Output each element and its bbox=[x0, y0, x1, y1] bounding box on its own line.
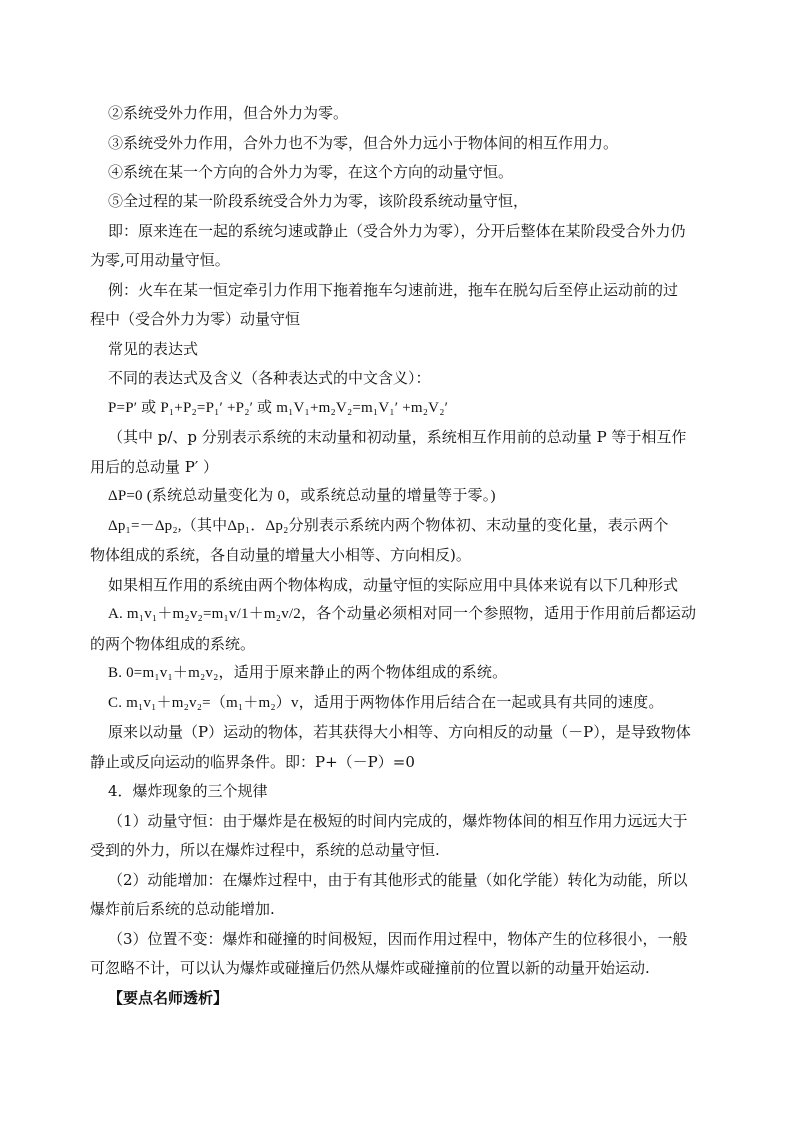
formula-line: P=P′ 或 P₁+P₂=P₁′ +P₂′ 或 m₁V₁+m₂V₂=m₁V₁′ +m₂V₂′ bbox=[108, 400, 449, 416]
text-line: 例：火车在某一恒定牵引力作用下拖着拖车匀速前进，拖车在脱勾后至停止运动前的过 bbox=[108, 281, 679, 299]
text-line: ②系统受外力作用，但合外力为零。 bbox=[108, 104, 349, 122]
text-line: 可忽略不计，可以认为爆炸或碰撞后仍然从爆炸或碰撞前的位置以新的动量开始运动. bbox=[90, 959, 650, 977]
text-line: 爆炸前后系统的总动能增加. bbox=[90, 900, 275, 918]
text-line: 不同的表达式及含义（各种表达式的中文含义）： bbox=[108, 369, 431, 387]
formula-line: A. m₁v₁＋m₂v₂=m₁v/1＋m₂v/2，各个动量必须相对同一个参照物，适用于作用前后都运动 bbox=[108, 606, 697, 622]
text-line: 的两个物体组成的系统。 bbox=[90, 635, 256, 653]
formula-line: B. 0=m₁v₁＋m₂v₂，适用于原来静止的两个物体组成的系统。 bbox=[108, 665, 508, 681]
text-line: 如果相互作用的系统由两个物体构成，动量守恒的实际应用中具体来说有以下几种形式 bbox=[108, 576, 679, 594]
text-line: 原来以动量（P）运动的物体，若其获得大小相等、方向相反的动量（－P），是导致物体 bbox=[108, 723, 691, 741]
text-line: ⑤全过程的某一阶段系统受合外力为零，该阶段系统动量守恒， bbox=[108, 192, 529, 210]
formula-line: ΔP=0 (系统总动量变化为 0，或系统总动量的增量等于零。) bbox=[108, 488, 496, 504]
text-line: ③系统受外力作用，合外力也不为零，但合外力远小于物体间的相互作用力。 bbox=[108, 134, 619, 152]
text-line: 受到的外力，所以在爆炸过程中，系统的总动量守恒. bbox=[90, 841, 440, 859]
text-line: （1）动量守恒：由于爆炸是在极短的时间内完成的，爆炸物体间的相互作用力远远大于 bbox=[108, 812, 688, 830]
text-line: （其中 p/、p 分别表示系统的末动量和初动量，系统相互作用前的总动量 P 等于相互作 bbox=[108, 428, 687, 446]
text-line: ④系统在某一个方向的合外力为零，在这个方向的动量守恒。 bbox=[108, 163, 514, 181]
text-line: （3）位置不变：爆炸和碰撞的时间极短，因而作用过程中，物体产生的位移很小，一般 bbox=[108, 930, 688, 948]
text-line: 程中（受合外力为零）动量守恒 bbox=[90, 310, 301, 328]
text-line: （2）动能增加：在爆炸过程中，由于有其他形式的能量（如化学能）转化为动能，所以 bbox=[108, 871, 688, 889]
text-line: 即：原来连在一起的系统匀速或静止（受合外力为零），分开后整体在某阶段受合外力仍 bbox=[108, 222, 686, 240]
section-heading: 常见的表达式 bbox=[108, 340, 199, 358]
text-line: 为零,可用动量守恒。 bbox=[90, 251, 230, 269]
section-heading: 4．爆炸现象的三个规律 bbox=[108, 782, 268, 800]
text-line: 静止或反向运动的临界条件。即：P+（－P）=0 bbox=[90, 753, 415, 771]
text-line: 物体组成的系统，各自动量的增量大小相等、方向相反)。 bbox=[90, 546, 471, 564]
formula-line: C. m₁v₁＋m₂v₂=（m₁＋m₂）v，适用于两物体作用后结合在一起或具有共同的速度。 bbox=[108, 695, 664, 711]
formula-line: Δp₁=－Δp₂,（其中Δp₁．Δp₂分别表示系统内两个物体初、末动量的变化量，表示两个 bbox=[108, 518, 669, 534]
text-line: 用后的总动量 P′ ） bbox=[90, 458, 219, 476]
section-heading: 【要点名师透析】 bbox=[108, 989, 229, 1007]
